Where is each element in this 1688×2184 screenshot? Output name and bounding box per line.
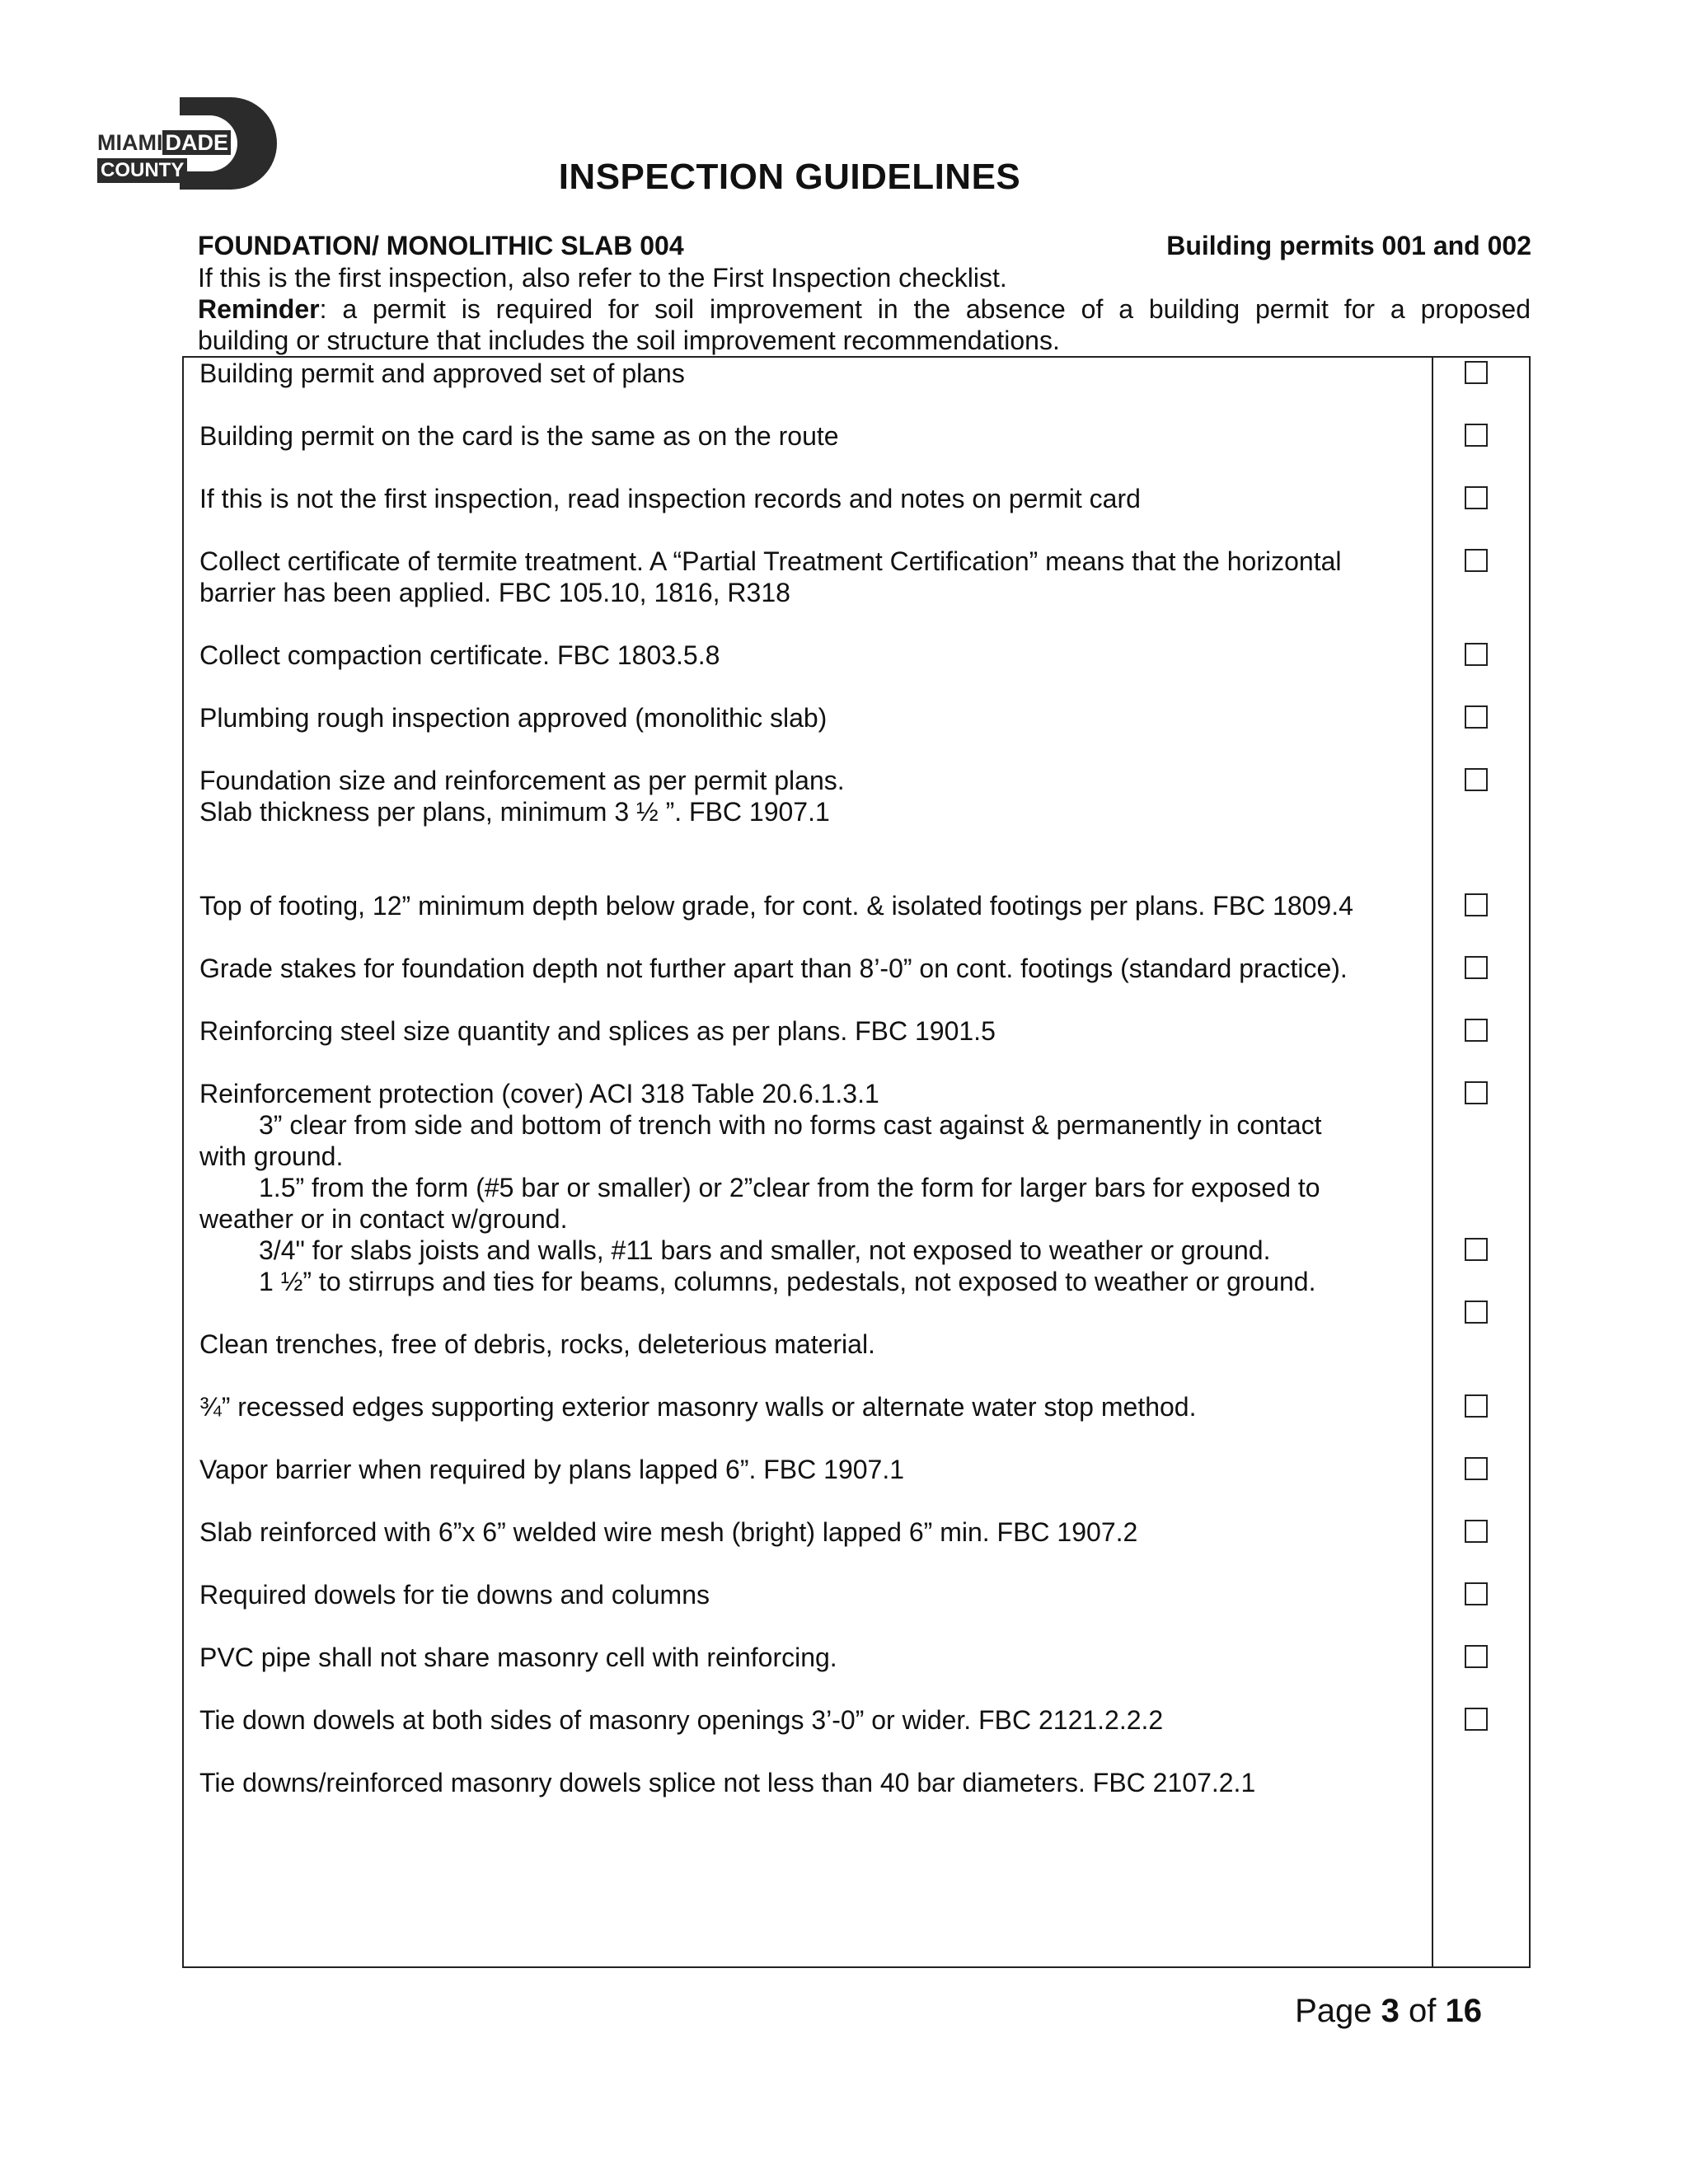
checkbox[interactable]	[1465, 424, 1488, 447]
checkbox[interactable]	[1465, 705, 1488, 729]
checkbox[interactable]	[1465, 956, 1488, 979]
permit-reference: Building permits 001 and 002	[1166, 231, 1531, 260]
column-divider	[1432, 358, 1433, 1966]
reminder-label: Reminder	[198, 294, 320, 324]
checkbox[interactable]	[1465, 1457, 1488, 1480]
intro-line-1: If this is the first inspection, also refer to the First Inspection checklist.	[198, 263, 1007, 293]
checkbox[interactable]	[1465, 1645, 1488, 1668]
checklist-item: Slab reinforced with 6”x 6” welded wire mesh (bright) lapped 6” min. FBC 1907.2	[199, 1517, 1138, 1547]
intro-line-3: building or structure that includes the soil improvement recommendations.	[198, 326, 1060, 355]
logo-text-county: COUNTY	[97, 158, 187, 183]
logo-text-miami-dade: MIAMI DADE	[97, 130, 231, 155]
section-heading: FOUNDATION/ MONOLITHIC SLAB 004	[198, 231, 684, 260]
checklist-item: Foundation size and reinforcement as per permit plans. Slab thickness per plans, minimum 3 ½ ”. FBC 1907.1	[199, 766, 845, 827]
checkbox[interactable]	[1465, 1394, 1488, 1418]
checklist-item: Tie down dowels at both sides of masonry openings 3’-0” or wider. FBC 2121.2.2.2	[199, 1705, 1164, 1735]
checklist-item: Grade stakes for foundation depth not further apart than 8’-0” on cont. footings (standard practice).	[199, 954, 1348, 983]
checklist-item: Required dowels for tie downs and columns	[199, 1580, 710, 1610]
checkbox[interactable]	[1465, 1708, 1488, 1731]
page-title: INSPECTION GUIDELINES	[558, 157, 1021, 197]
checkbox[interactable]	[1465, 1019, 1488, 1042]
checklist-item: Vapor barrier when required by plans lapped 6”. FBC 1907.1	[199, 1455, 905, 1484]
checkbox[interactable]	[1465, 1301, 1488, 1324]
checkbox[interactable]	[1465, 486, 1488, 509]
checklist-item: Collect compaction certificate. FBC 1803.5.8	[199, 640, 720, 670]
checklist-item: Clean trenches, free of debris, rocks, deleterious material.	[199, 1329, 875, 1359]
checklist-item: Building permit on the card is the same as on the route	[199, 421, 839, 451]
checklist-item: Building permit and approved set of plans	[199, 359, 685, 388]
checklist-item: Plumbing rough inspection approved (monolithic slab)	[199, 703, 828, 733]
checklist-item: Reinforcing steel size quantity and splices as per plans. FBC 1901.5	[199, 1016, 996, 1046]
checkbox[interactable]	[1465, 1238, 1488, 1261]
checkbox[interactable]	[1465, 643, 1488, 666]
checkbox[interactable]	[1465, 549, 1488, 572]
checkbox[interactable]	[1465, 893, 1488, 916]
checklist-item: Reinforcement protection (cover) ACI 318 Table 20.6.1.3.1 3” clear from side and bottom of trench with no forms cast against & permanently in contact with ground. 1.5” from the form (#5 bar or smaller) or 2”clear from the form for larger bars for exposed to weather or in contact w/ground. 3/4" for slabs joists and walls, #11 bars and smaller, not exposed to weather or ground. 1 ½” to stirrups and ties for beams, columns, pedestals, not exposed to weather or ground.	[199, 1079, 1322, 1296]
checklist-item: Top of footing, 12” minimum depth below grade, for cont. & isolated footings per plans. FBC 1809.4	[199, 891, 1353, 921]
checklist-item: Collect certificate of termite treatment. A “Partial Treatment Certification” means that the horizontal barrier has been applied. FBC 105.10, 1816, R318	[199, 546, 1342, 607]
checkbox[interactable]	[1465, 1520, 1488, 1543]
checkbox[interactable]	[1465, 768, 1488, 791]
checklist-table	[182, 356, 1531, 1968]
page-number: Page 3 of 16	[1295, 1993, 1482, 2029]
checkbox[interactable]	[1465, 1582, 1488, 1605]
checkbox[interactable]	[1465, 1081, 1488, 1104]
checklist-item: Tie downs/reinforced masonry dowels splice not less than 40 bar diameters. FBC 2107.2.1	[199, 1768, 1256, 1797]
checkbox[interactable]	[1465, 361, 1488, 384]
checklist-item: ¾” recessed edges supporting exterior masonry walls or alternate water stop method.	[199, 1392, 1197, 1422]
reminder-line: Reminder: a permit is required for soil improvement in the absence of a building permit for a proposed	[198, 294, 1531, 324]
checklist-item: If this is not the first inspection, read inspection records and notes on permit card	[199, 484, 1141, 513]
checklist-item: PVC pipe shall not share masonry cell with reinforcing.	[199, 1643, 837, 1672]
